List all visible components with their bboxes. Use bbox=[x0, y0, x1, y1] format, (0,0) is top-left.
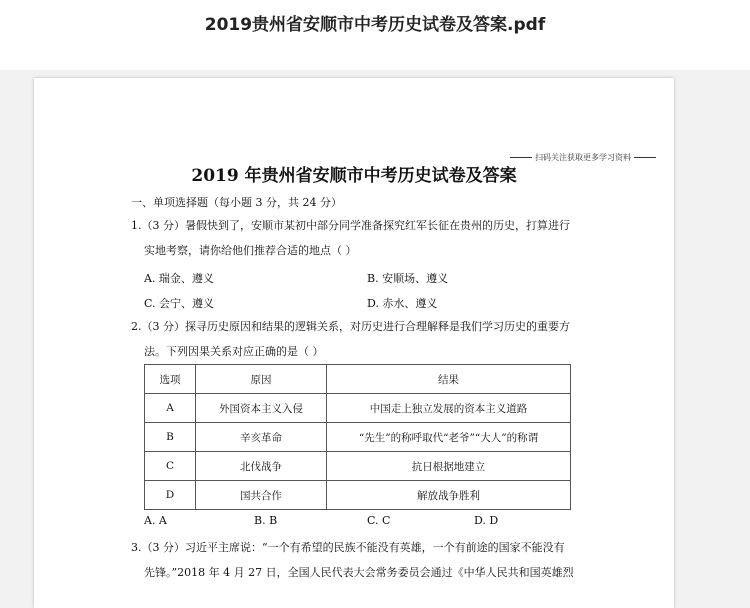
table-row bbox=[145, 394, 571, 423]
qr-note-text: 扫码关注获取更多学习资料 bbox=[535, 153, 631, 162]
pdf-page bbox=[34, 78, 674, 608]
table-cell: 外国资本主义入侵 bbox=[196, 394, 327, 423]
table-cell: C bbox=[145, 452, 196, 481]
table-row bbox=[145, 481, 571, 510]
table-header-cell: 选项 bbox=[145, 365, 196, 394]
viewer-toolbar bbox=[0, 0, 750, 70]
q1-line1: 1.（3 分）暑假快到了，安顺市某初中部分同学准备探究红军长征在贵州的历史，打算进行 bbox=[131, 219, 570, 232]
table-header-cell: 原因 bbox=[196, 365, 327, 394]
table-cell: “先生”的称呼取代“老爷”“大人”的称谓 bbox=[327, 423, 571, 452]
divider-line bbox=[510, 157, 532, 158]
table-cell: 抗日根据地建立 bbox=[327, 452, 571, 481]
table-cell: 中国走上独立发展的资本主义道路 bbox=[327, 394, 571, 423]
section-heading: 一、单项选择题（每小题 3 分，共 24 分） bbox=[131, 196, 342, 209]
table-cell: 解放战争胜利 bbox=[327, 481, 571, 510]
table-cell: 国共合作 bbox=[196, 481, 327, 510]
table-row bbox=[145, 423, 571, 452]
table-cell: 北伐战争 bbox=[196, 452, 327, 481]
q2-line2: 法。下列因果关系对应正确的是（ ） bbox=[144, 345, 324, 358]
q1-option-a: A. 瑞金、遵义 bbox=[144, 272, 214, 285]
q2-option-d: D. D bbox=[474, 514, 499, 527]
divider-line bbox=[634, 157, 656, 158]
q2-table bbox=[144, 364, 571, 510]
exam-title: 2019 年贵州省安顺市中考历史试卷及答案 bbox=[191, 166, 517, 186]
table-cell: 辛亥革命 bbox=[196, 423, 327, 452]
table-cell: A bbox=[145, 394, 196, 423]
table-cell: B bbox=[145, 423, 196, 452]
table-row bbox=[145, 452, 571, 481]
q1-option-b: B. 安顺场、遵义 bbox=[367, 272, 449, 285]
q2-option-a: A. A bbox=[144, 514, 167, 527]
q2-option-c: C. C bbox=[367, 514, 391, 527]
q3-line2: 先锋。”2018 年 4 月 27 日，全国人民代表大会常务委员会通过《中华人民共和国英雄烈 bbox=[144, 566, 574, 579]
q1-option-d: D. 赤水、遵义 bbox=[367, 297, 438, 310]
file-title: 2019贵州省安顺市中考历史试卷及答案.pdf bbox=[204, 15, 546, 35]
q1-option-c: C. 会宁、遵义 bbox=[144, 297, 215, 310]
q3-line1: 3.（3 分）习近平主席说：“一个有希望的民族不能没有英雄，一个有前途的国家不能没有 bbox=[131, 541, 565, 554]
q2-option-b: B. B bbox=[254, 514, 278, 527]
table-cell: D bbox=[145, 481, 196, 510]
q2-line1: 2.（3 分）探寻历史原因和结果的逻辑关系，对历史进行合理解释是我们学习历史的重要方 bbox=[131, 320, 570, 333]
q1-line2: 实地考察，请你给他们推荐合适的地点（ ） bbox=[144, 244, 357, 257]
table-header-cell: 结果 bbox=[327, 365, 571, 394]
table-header-row bbox=[145, 365, 571, 394]
